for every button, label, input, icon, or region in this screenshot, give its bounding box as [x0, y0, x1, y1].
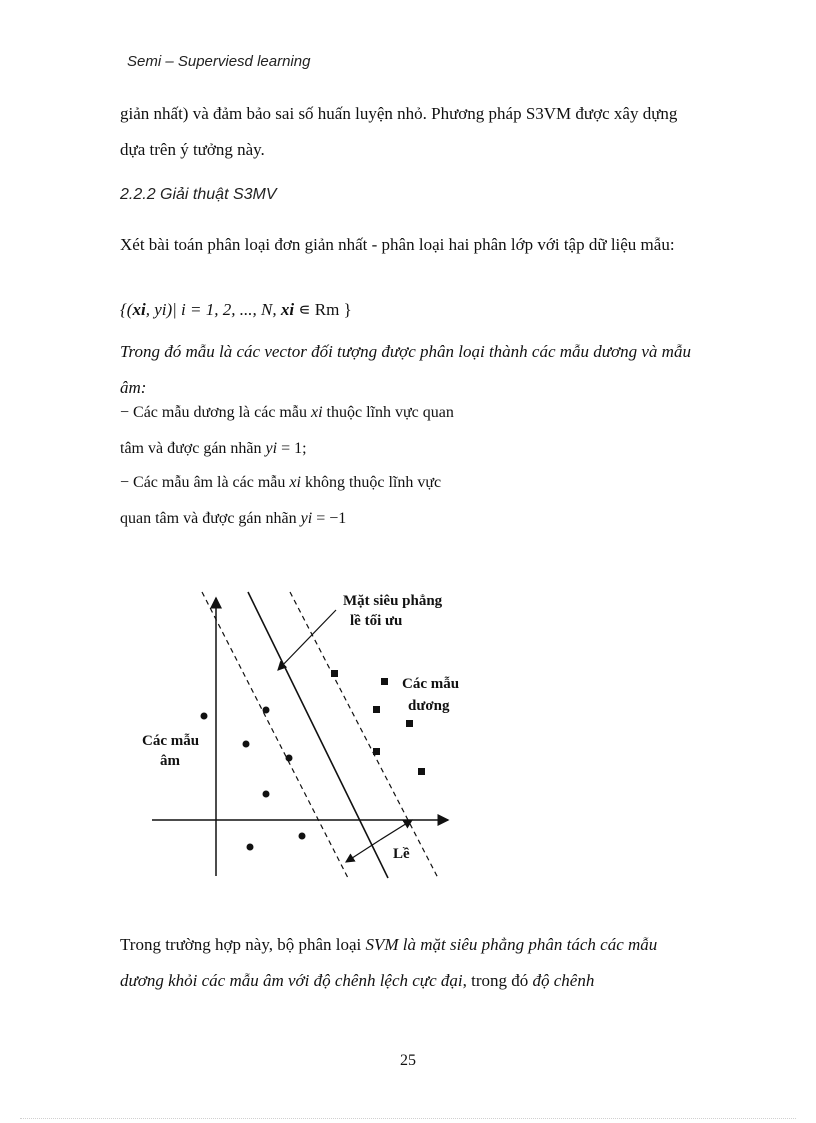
label-positive-line-2: dương — [408, 698, 450, 714]
formula-member: ∊ — [294, 300, 315, 319]
text: , trong đó — [462, 971, 533, 990]
negative-sample — [263, 707, 270, 714]
positive-sample — [373, 748, 380, 755]
margin-arrow-right — [380, 820, 412, 840]
var-xi: xi — [310, 404, 323, 421]
text: thuộc lĩnh vực quan — [322, 404, 454, 421]
running-header: Semi – Superviesd learning — [127, 53, 311, 70]
paragraph-conclusion — [120, 927, 698, 999]
negative-sample — [201, 713, 208, 720]
var-yi: yi — [265, 440, 278, 457]
section-heading: 2.2.2 Giải thuật S3MV — [120, 186, 277, 203]
paragraph-problem: Xét bài toán phân loại đơn giản nhất - phân loại hai phân lớp với tập dữ liệu mẫu: — [120, 235, 675, 254]
margin-line-negative — [202, 592, 348, 878]
emphasis-text: SVM là mặt siêu phẳng phân tách các mẫu dương khỏi các mẫu âm với độ chênh lệch cực đại — [120, 935, 658, 990]
text: = 1; — [277, 440, 307, 457]
text: = −1 — [312, 510, 347, 527]
negative-sample — [286, 755, 293, 762]
label-hyperplane-line-2: lề tối ưu — [350, 613, 403, 629]
text: không thuộc lĩnh vực — [300, 474, 442, 491]
positive-sample — [381, 678, 388, 685]
formula-mid: , yi)| i = 1, 2, ..., N, — [145, 300, 281, 319]
dataset-formula — [120, 300, 352, 320]
label-margin: Lề — [393, 846, 410, 862]
positive-sample — [418, 768, 425, 775]
var-xi: xi — [289, 474, 301, 491]
positive-sample — [331, 670, 338, 677]
label-negative-line-2: âm — [160, 753, 180, 769]
formula-xi: xi — [132, 300, 146, 319]
text: Trong trường hợp này, bộ phân loại — [120, 935, 366, 954]
hyperplane-pointer-arrow — [278, 610, 336, 670]
list-positive-line-1 — [120, 404, 454, 422]
positive-sample — [406, 720, 413, 727]
var-yi: yi — [300, 510, 313, 527]
text: − Các mẫu âm là các mẫu — [120, 474, 290, 491]
formula-open: {( — [120, 300, 133, 319]
text: − Các mẫu dương là các mẫu — [120, 404, 311, 421]
paragraph-samples: Trong đó mẫu là các vector đối tượng được phân loại thành các mẫu dương và mẫu âm: — [120, 342, 691, 397]
text: tâm và được gán nhãn — [120, 440, 266, 457]
svm-diagram — [140, 580, 480, 885]
negative-sample — [263, 791, 270, 798]
paragraph-intro: giản nhất) và đảm bảo sai số huấn luyện nhỏ. Phương pháp S3VM được xây dựng dựa trên ý tưởng này. — [120, 104, 678, 159]
page-number: 25 — [400, 1052, 416, 1069]
page-bottom-rule — [20, 1118, 796, 1119]
negative-sample — [299, 833, 306, 840]
label-negative-line-1: Các mẫu — [142, 733, 200, 749]
text: quan tâm và được gán nhãn — [120, 510, 301, 527]
formula-close: } — [339, 300, 352, 319]
list-negative-line-1 — [120, 474, 441, 492]
positive-sample — [373, 706, 380, 713]
formula-space: Rm — [314, 300, 340, 319]
list-positive-line-2 — [120, 440, 307, 458]
label-positive-line-1: Các mẫu — [402, 676, 460, 692]
emphasis-text: độ chênh — [532, 971, 595, 990]
formula-xi-2: xi — [280, 300, 295, 319]
negative-sample — [247, 844, 254, 851]
optimal-hyperplane — [248, 592, 388, 878]
label-hyperplane-line-1: Mặt siêu phẳng — [343, 593, 443, 609]
negative-sample — [243, 741, 250, 748]
list-negative-line-2 — [120, 510, 346, 528]
